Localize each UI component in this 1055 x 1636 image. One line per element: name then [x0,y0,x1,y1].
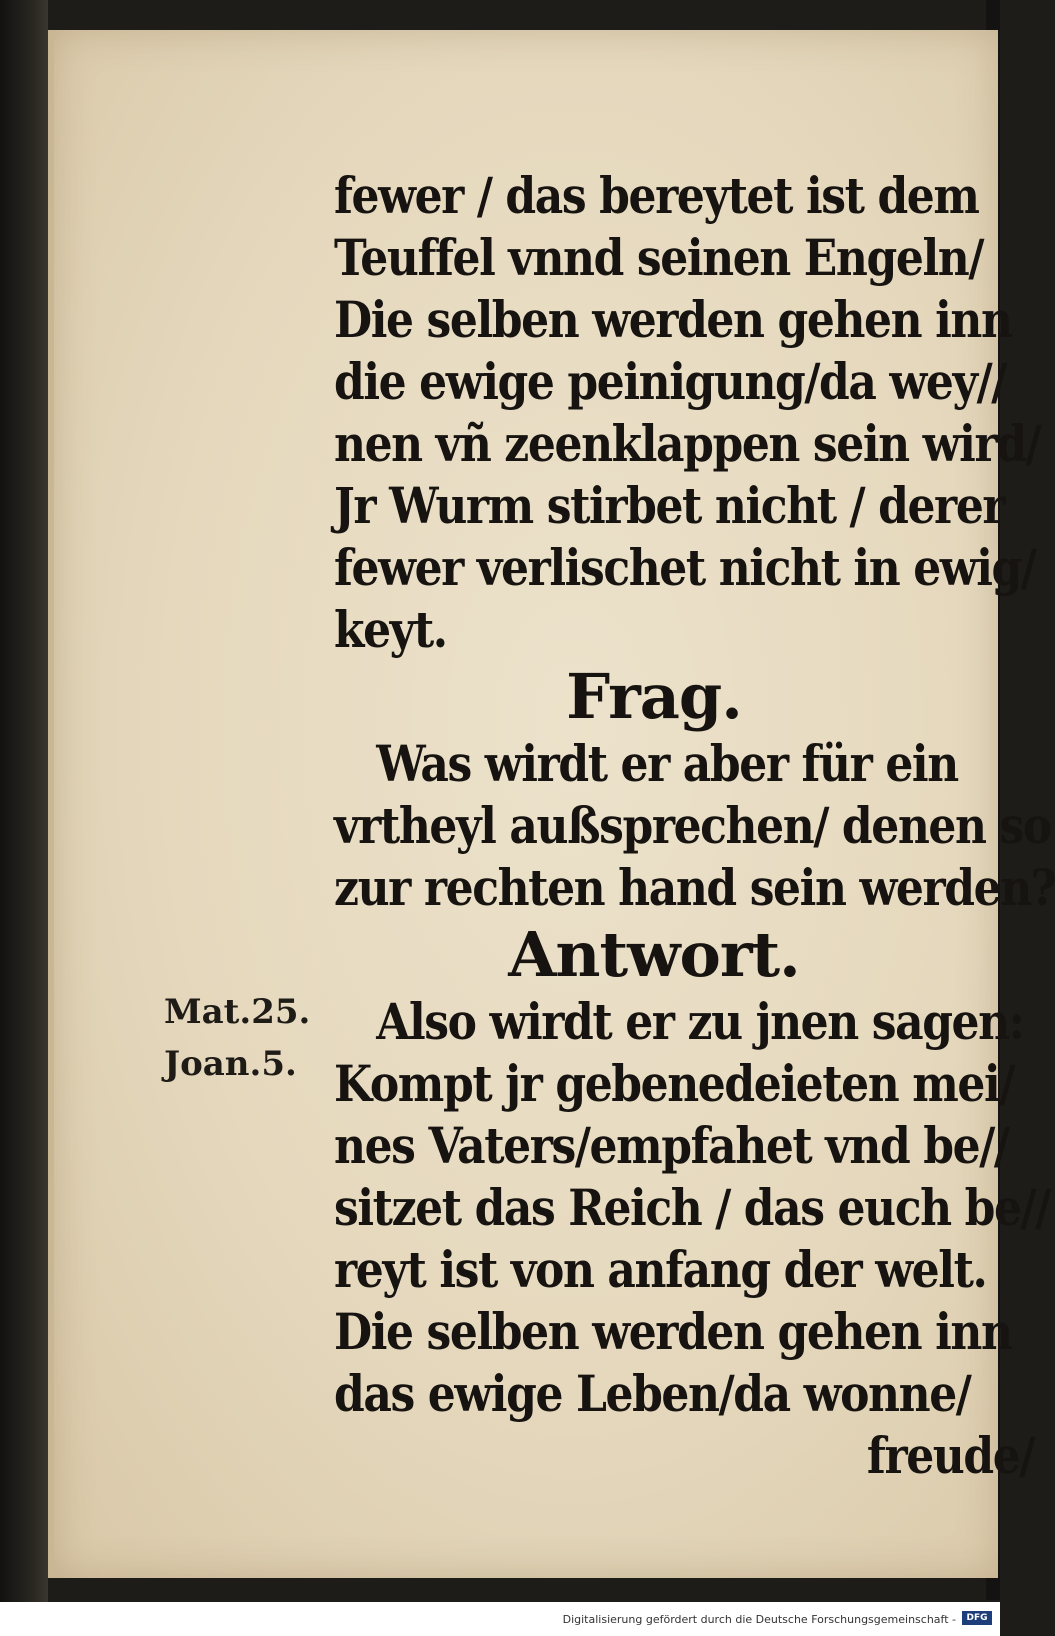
text-line: fewer verlischet nicht in ewig/ [334,538,1036,597]
text-line: Die selben werden gehen inn [334,1302,1012,1361]
text-line: Was wirdt er aber für ein [376,734,958,793]
scan-background-left [0,0,48,1636]
margin-note-john: Joan.5. [164,1044,297,1084]
text-line: Die selben werden gehen inn [334,290,1012,349]
text-line: die ewige peinigung/da wey// [334,352,1006,411]
digitization-credit: Digitalisierung gefördert durch die Deutsche Forschungsgemeinschaft - [562,1613,956,1626]
text-line: reyt ist von anfang der welt. [334,1240,987,1299]
dfg-logo-icon: DFG [962,1611,992,1625]
text-line: nen vñ zeenklappen sein wird/ [334,414,1041,473]
margin-note-matthew: Mat.25. [164,992,311,1032]
text-line: das ewige Leben/da wonne/ [334,1364,971,1423]
text-line: Teuffel vnnd seinen Engeln/ [334,228,984,287]
text-line: nes Vaters/empfahet vnd be// [334,1116,1009,1175]
text-line: sitzet das Reich / das euch be// [334,1178,1050,1237]
text-line: zur rechten hand sein werden? [334,858,1055,917]
text-line: Kompt jr gebenedeieten mei/ [334,1054,1014,1113]
book-page [48,30,1055,1578]
page-text-block [334,165,1055,1487]
text-line: vrtheyl außsprechen/ denen so [334,796,1051,855]
text-line: keyt. [334,600,447,659]
text-line: freude/ [866,1426,1034,1485]
text-line: fewer / das bereytet ist dem [334,166,979,225]
heading-antwort: Antwort. [508,918,800,991]
text-line: Jr Wurm stirbet nicht / derer [334,476,1005,535]
text-line: Also wirdt er zu jnen sagen: [376,992,1024,1051]
heading-frag: Frag. [566,660,742,733]
